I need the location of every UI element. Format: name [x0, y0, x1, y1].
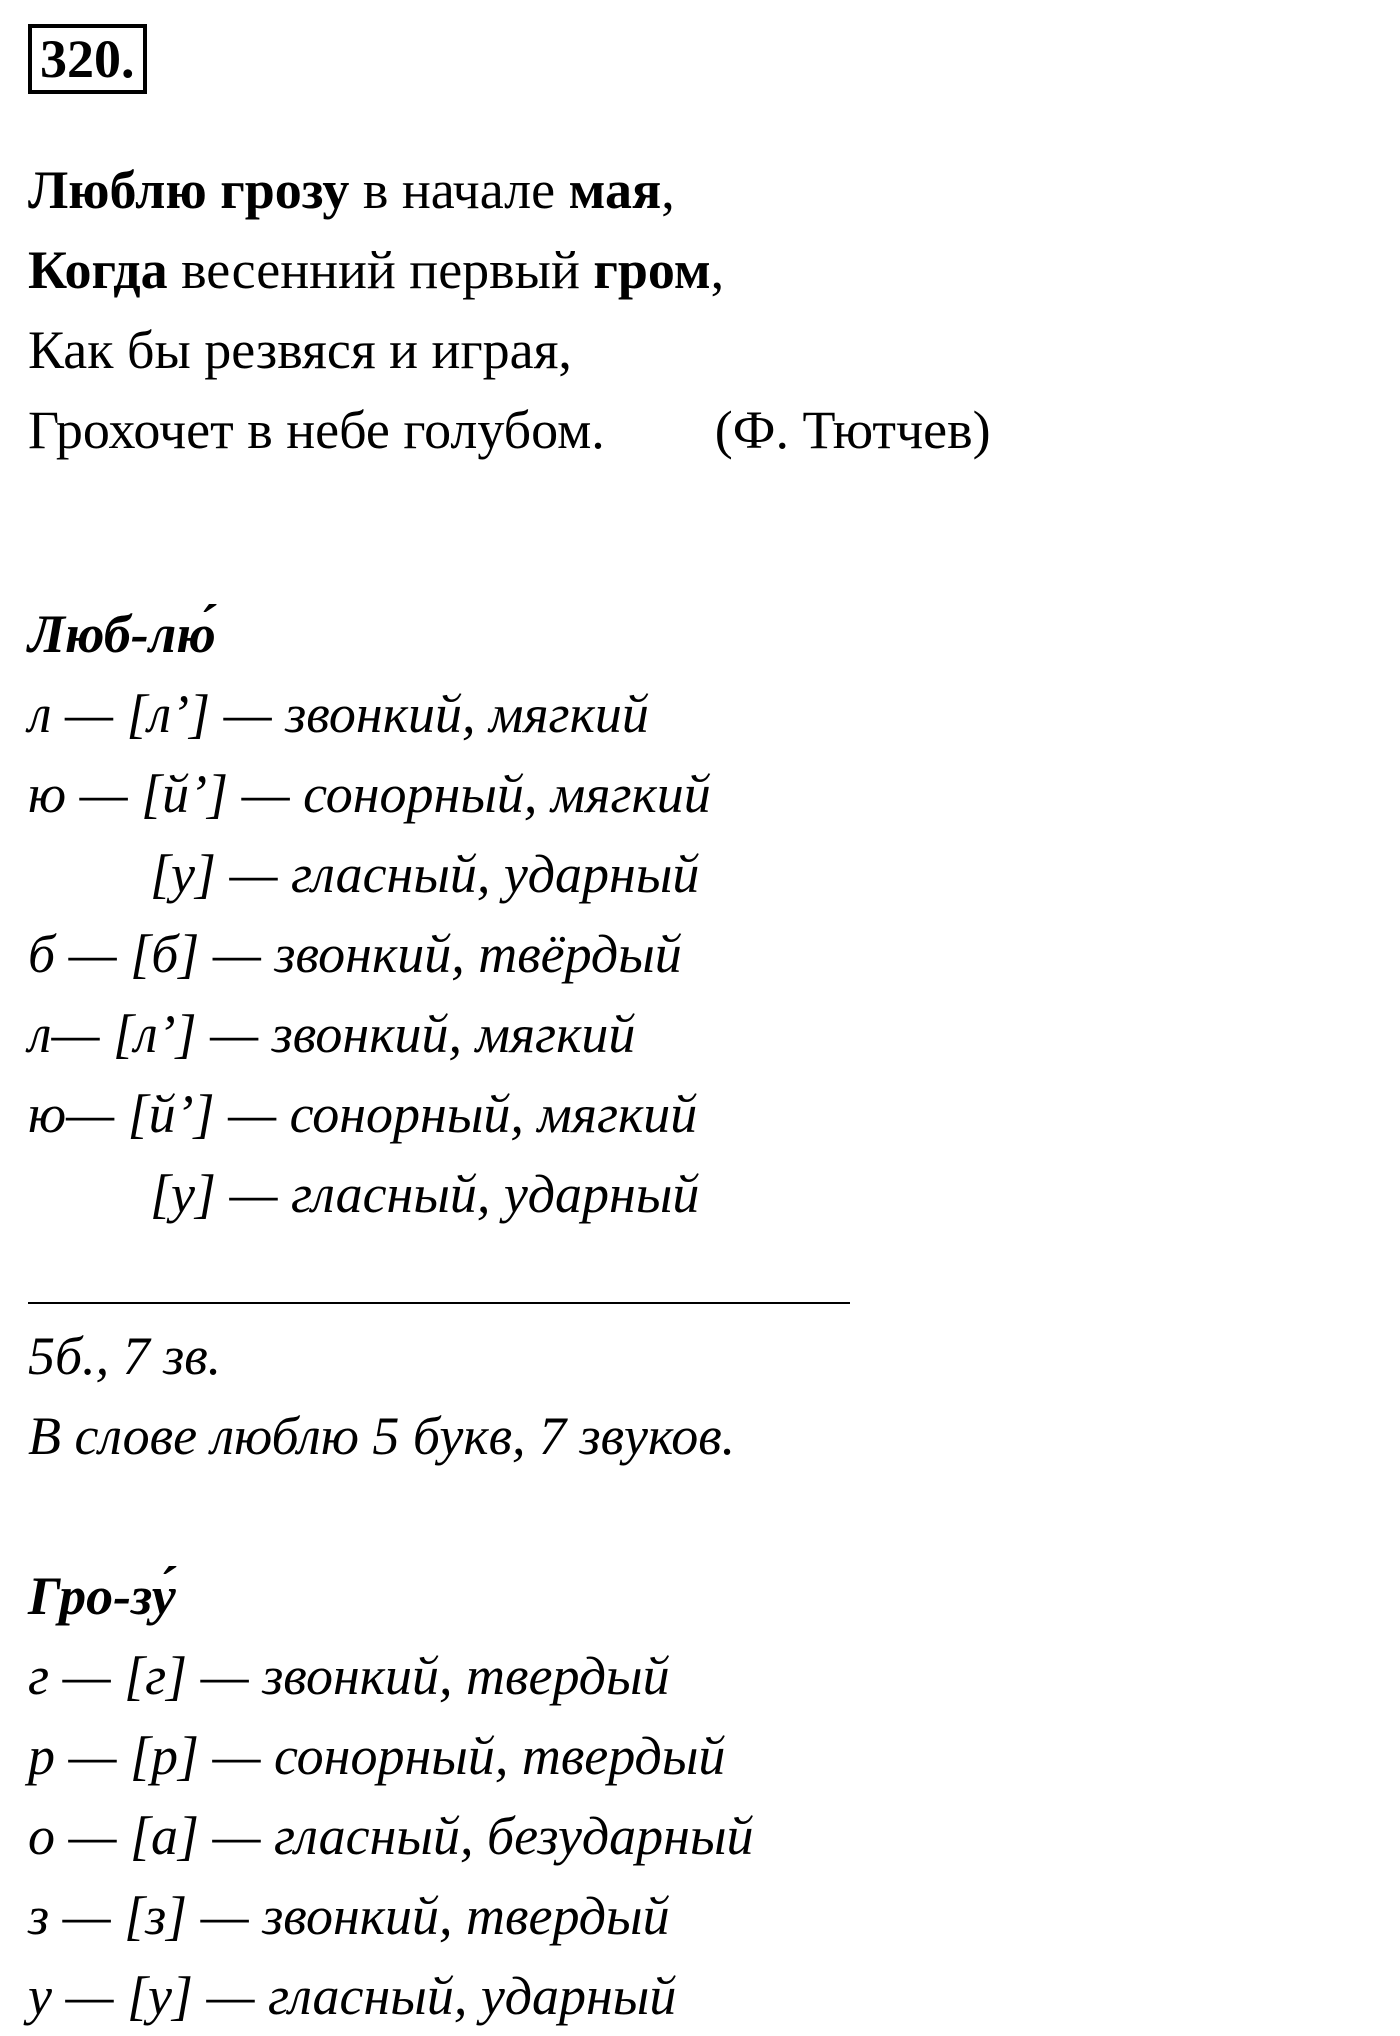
punctuation: , [661, 160, 675, 220]
word-analysis-1 [28, 594, 1328, 1234]
sound-row: о — [а] — гласный, безударный [28, 1806, 754, 1866]
poem-line-4 [28, 390, 1328, 470]
sound-row: з — [з] — звонкий, твердый [28, 1886, 670, 1946]
summary-sentence: В слове люблю 5 букв, 7 звуков. [28, 1406, 736, 1466]
bold-phrase: Люблю грозу [28, 160, 350, 220]
plain-phrase: весенний первый [167, 240, 594, 300]
plain-phrase: в начале [349, 160, 569, 220]
poem-line-2 [28, 230, 1328, 310]
bold-phrase: гром [593, 240, 711, 300]
sound-row: р — [р] — сонорный, твердый [28, 1726, 726, 1786]
sound-row: ю— [й’] — сонорный, мягкий [28, 1084, 698, 1144]
sound-row: ю — [й’] — сонорный, мягкий [28, 764, 711, 824]
word-heading: Гро-зу́ [28, 1566, 176, 1626]
task-number-box: 320. [28, 24, 147, 94]
word-analysis-2 [28, 1556, 1328, 2036]
poem-line-1 [28, 150, 1328, 230]
word-heading: Люб-лю́ [28, 604, 216, 664]
sound-row: у — [у] — гласный, ударный [28, 1966, 677, 2026]
poem-author: (Ф. Тютчев) [714, 400, 991, 460]
poem-line-3: Как бы резвяся и играя, [28, 320, 572, 380]
bold-phrase: Когда [28, 240, 168, 300]
bold-phrase: мая [568, 160, 662, 220]
poem-line-4-text: Грохочет в небе голубом. [28, 400, 605, 460]
sound-row: г — [г] — звонкий, твердый [28, 1646, 670, 1706]
sound-row: л— [л’] — звонкий, мягкий [28, 1004, 636, 1064]
punctuation: , [710, 240, 725, 300]
letter-sound-counts: 5б., 7 зв. [28, 1326, 222, 1386]
sound-row: [у] — гласный, ударный [150, 1164, 700, 1224]
divider-line [28, 1302, 850, 1304]
sound-row: л — [л’] — звонкий, мягкий [28, 684, 649, 744]
sound-row: [у] — гласный, ударный [150, 844, 700, 904]
sound-row: б — [б] — звонкий, твёрдый [28, 924, 682, 984]
poem [28, 150, 1328, 470]
word-summary [28, 1316, 735, 1476]
